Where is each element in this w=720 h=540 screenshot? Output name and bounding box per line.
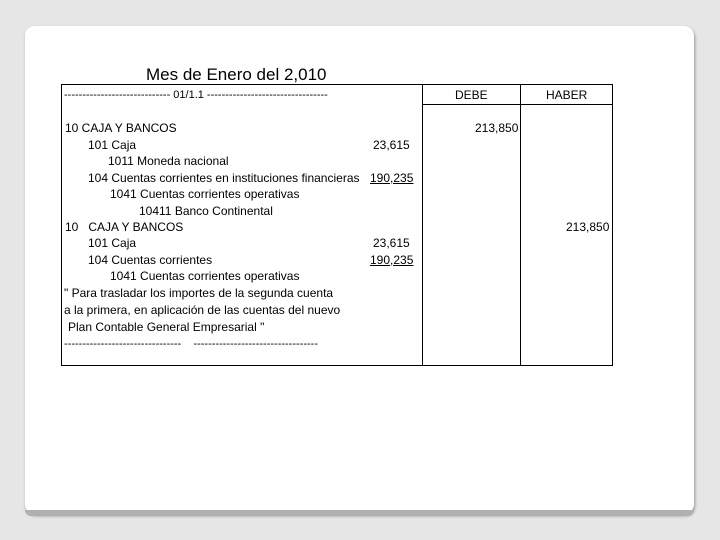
entry-subaccount: 104 Cuentas corrientes (88, 253, 213, 267)
entry-partial-amount: 190,235 (370, 253, 414, 267)
entry-haber-amount: 213,850 (566, 220, 610, 234)
entry-partial-amount: 190,235 (370, 171, 414, 185)
column-header-haber: HABER (546, 88, 588, 102)
closing-line: -------------------------------- ---------------------------------- (64, 338, 318, 350)
entry-account: 10 CAJA Y BANCOS (65, 220, 184, 234)
entry-subaccount: 101 Caja (88, 138, 137, 152)
gloss-line: Plan Contable General Empresarial " (68, 320, 265, 334)
gloss-line: " Para trasladar los importes de la segunda cuenta (64, 286, 334, 300)
entry-subdivisionary: 10411 Banco Continental (139, 204, 273, 218)
entry-subaccount: 101 Caja (88, 236, 137, 250)
page-title: Mes de Enero del 2,010 (146, 65, 327, 84)
entry-subaccount: 104 Cuentas corrientes en instituciones financieras (88, 171, 360, 185)
column-divider-haber (520, 84, 521, 366)
column-header-debe: DEBE (455, 88, 488, 102)
slide-bottom-bar (25, 510, 694, 516)
entry-partial-amount: 23,615 (373, 236, 410, 250)
entry-divisionary: 1041 Cuentas corrientes operativas (110, 187, 300, 201)
entry-divisionary: 1011 Moneda nacional (108, 154, 229, 168)
entry-partial-amount: 23,615 (373, 138, 410, 152)
gloss-line: a la primera, en aplicación de las cuentas del nuevo (64, 303, 341, 317)
entry-account: 10 CAJA Y BANCOS (65, 121, 177, 135)
entry-debe-amount: 213,850 (475, 121, 519, 135)
column-divider-debe (422, 84, 423, 366)
header-underline (422, 104, 613, 105)
date-line: ----------------------------- 01/1.1 --------------------------------- (64, 89, 328, 101)
entry-divisionary: 1041 Cuentas corrientes operativas (110, 269, 300, 283)
